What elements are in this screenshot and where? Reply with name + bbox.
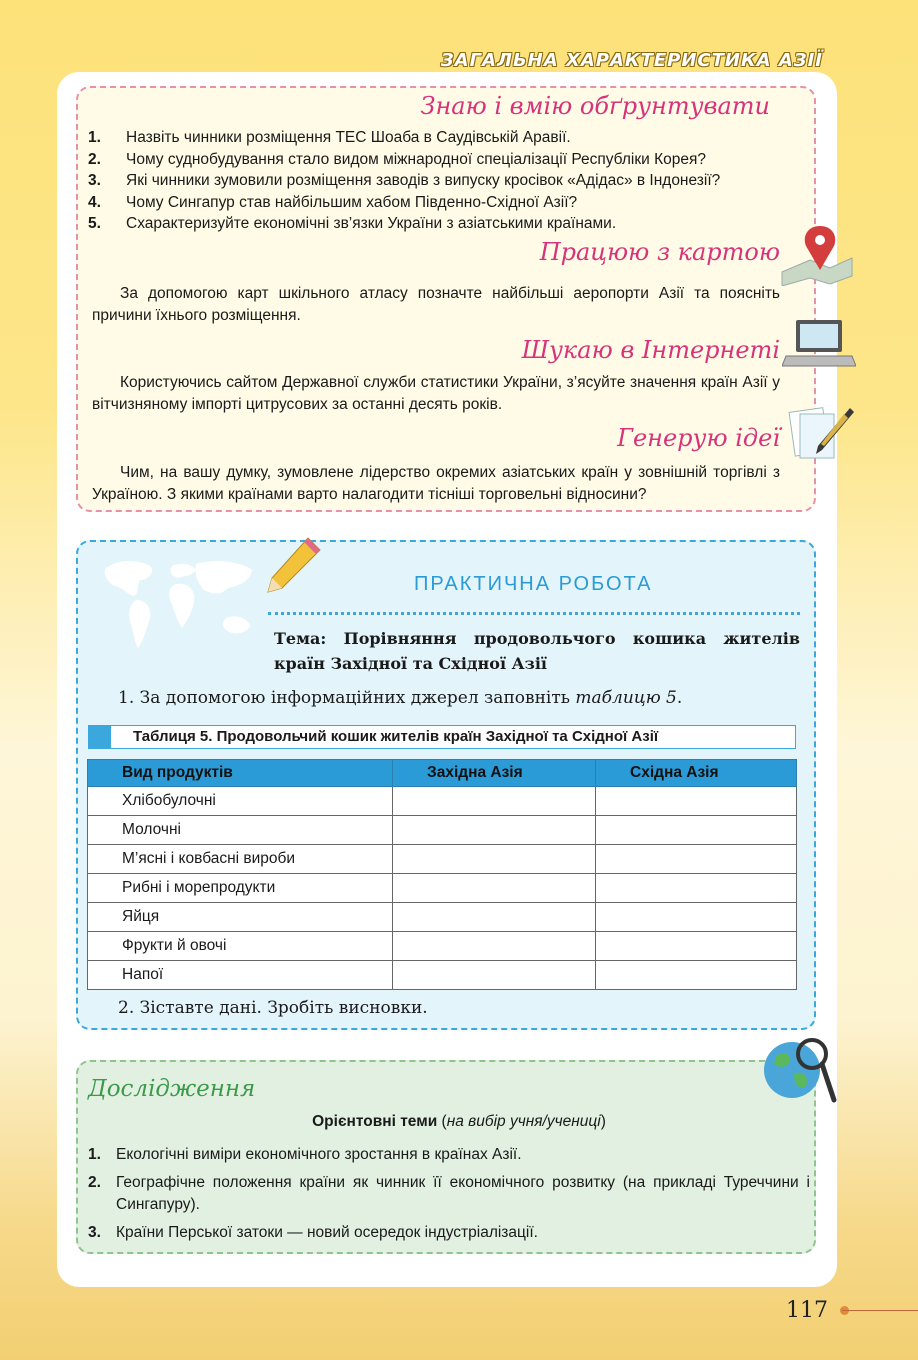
- task-2: 2. Зіставте дані. Зробіть висновки.: [118, 998, 428, 1018]
- practical-topic: Тема: Порівняння продовольчого кошика жителів країн Західної та Східної Азії: [274, 629, 800, 673]
- questions-list: [88, 127, 788, 235]
- list-item: 2. Чому суднобудування стало видом міжнародної спеціалізації Республіки Корея?: [88, 150, 706, 168]
- table-caption: Таблиця 5. Продовольчий кошик жителів країн Західної та Східної Азії: [88, 725, 796, 749]
- food-basket-table: [87, 759, 797, 990]
- list-item: 5. Схарактеризуйте економічні зв’язки України з азіатськими країнами.: [88, 215, 617, 232]
- table-row: [88, 961, 797, 990]
- table-row: [88, 874, 797, 903]
- map-heading: Працюю з картою: [539, 238, 780, 266]
- table-cell-empty: [596, 816, 797, 845]
- table-cell: Фрукти й овочі: [88, 932, 393, 961]
- header-title: ЗАГАЛЬНА ХАРАКТЕРИСТИКА АЗІЇ: [440, 50, 823, 71]
- table-cell: Напої: [88, 961, 393, 990]
- table-cell-empty: [596, 874, 797, 903]
- research-topics: [88, 1144, 810, 1250]
- world-map-icon: [100, 556, 260, 656]
- table-row: [88, 816, 797, 845]
- table-row: [88, 932, 797, 961]
- table-cell-empty: [393, 903, 596, 932]
- dotted-divider: [268, 612, 800, 615]
- table-cell-empty: [393, 932, 596, 961]
- table-cell-empty: [393, 874, 596, 903]
- map-paragraph: За допомогою карт шкільного атласу позначте найбільші аеропорти Азії та поясніть причини їхнього розміщення.: [92, 285, 780, 324]
- table-cell-empty: [596, 961, 797, 990]
- laptop-icon: [782, 318, 856, 370]
- list-item: 1. Екологічні виміри економічного зростання в країнах Азії.: [88, 1146, 522, 1163]
- research-subtitle: Орієнтовні теми (на вибір учня/учениці): [312, 1113, 606, 1130]
- list-item: 4. Чому Сингапур став найбільшим хабом Південно-Східної Азії?: [88, 193, 578, 211]
- table-cell-empty: [393, 787, 596, 816]
- list-item: 3. Які чинники зумовили розміщення заводів з випуску кросівок «Адідас» в Індонезії?: [88, 172, 721, 189]
- know-heading: Знаю і вмію обґрунтувати: [420, 92, 770, 120]
- task-1: 1. За допомогою інформаційних джерел заповніть таблицю 5.: [118, 688, 683, 708]
- pen-paper-icon: [788, 404, 854, 464]
- list-item: 1. Назвіть чинники розміщення ТЕС Шоаба в Саудівській Аравії.: [88, 129, 571, 146]
- internet-heading: Шукаю в Інтернеті: [521, 336, 780, 364]
- column-header: Вид продуктів: [88, 760, 393, 787]
- table-cell-empty: [596, 787, 797, 816]
- column-header: Східна Азія: [596, 760, 797, 787]
- table-cell: Яйця: [88, 903, 393, 932]
- list-item: 2. Географічне положення країни як чинник її економічного розвитку (на прикладі Туреччини і Сингапуру).: [88, 1174, 810, 1213]
- table-cell: М’ясні і ковбасні вироби: [88, 845, 393, 874]
- caption-marker: [89, 726, 111, 748]
- table-cell-empty: [596, 932, 797, 961]
- table-row: [88, 787, 797, 816]
- page-number-line: [842, 1310, 918, 1311]
- table-cell-empty: [596, 903, 797, 932]
- table-cell: Рибні і морепродукти: [88, 874, 393, 903]
- table-cell-empty: [393, 845, 596, 874]
- page-number: 117: [786, 1298, 828, 1323]
- table-cell-empty: [596, 845, 797, 874]
- table-cell-empty: [393, 816, 596, 845]
- column-header: Західна Азія: [393, 760, 596, 787]
- table-cell: Молочні: [88, 816, 393, 845]
- table-row: [88, 903, 797, 932]
- map-pin-icon: [780, 224, 854, 286]
- research-heading: Дослідження: [88, 1076, 256, 1102]
- pencil-icon: [262, 536, 322, 594]
- list-item: 3. Країни Перської затоки — новий осередок індустріалізації.: [88, 1224, 538, 1241]
- practical-title: ПРАКТИЧНА РОБОТА: [414, 573, 653, 595]
- table-cell-empty: [393, 961, 596, 990]
- ideas-paragraph: Чим, на вашу думку, зумовлене лідерство окремих азіатських країн у зовнішній торгівлі з Україною. З якими країнами варто налагодити тісніші торговельні відносини?: [92, 464, 780, 503]
- table-row: [88, 845, 797, 874]
- table-cell: Хлібобулочні: [88, 787, 393, 816]
- globe-magnifier-icon: [762, 1034, 838, 1106]
- ideas-heading: Генерую ідеї: [617, 424, 780, 452]
- internet-paragraph: Користуючись сайтом Державної служби статистики України, з’ясуйте значення країн Азії у вітчизняному імпорті цитрусових за останні десять років.: [92, 374, 780, 413]
- table-header-row: [88, 760, 797, 787]
